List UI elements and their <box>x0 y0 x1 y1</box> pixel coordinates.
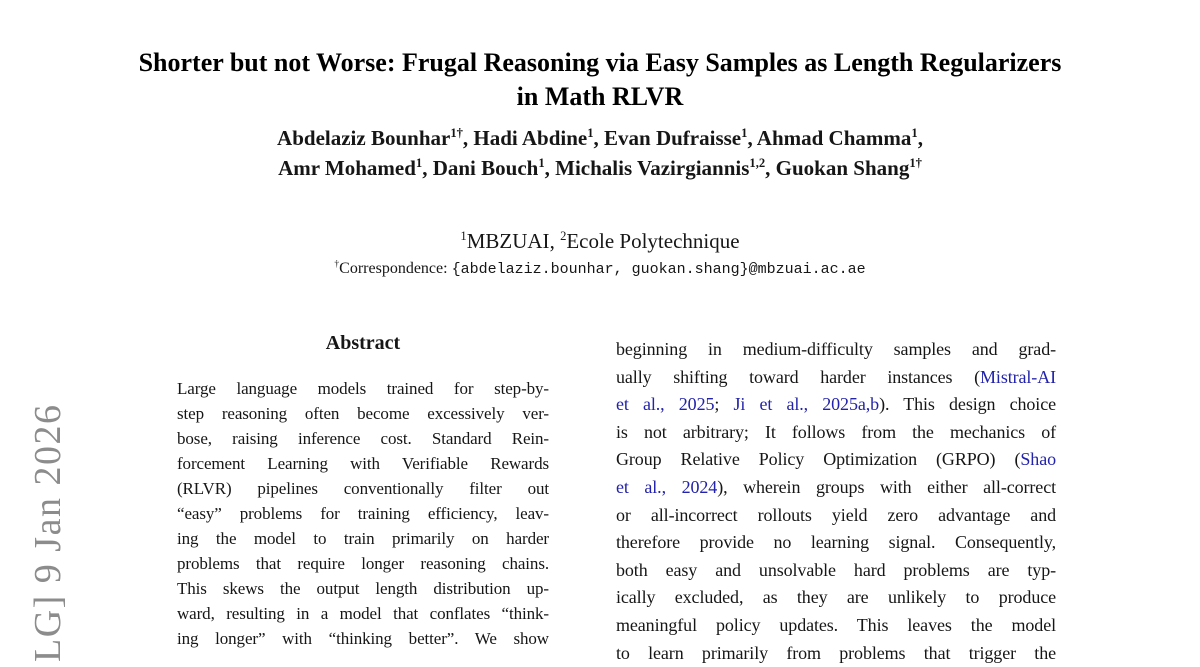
text-run: ). This design choice <box>879 394 1056 415</box>
author-name: Michalis Vazirgiannis <box>555 156 750 180</box>
text-run: ), wherein groups with either all-correct <box>717 476 1056 497</box>
dagger-mark: † <box>334 258 340 270</box>
body-text-line <box>616 364 1056 392</box>
author-superscript: 1 <box>741 126 748 140</box>
author-superscript: 1† <box>450 126 463 140</box>
text-run: to learn primarily from problems that trigger the <box>616 642 1056 663</box>
body-text-line <box>616 474 1056 502</box>
body-text-line <box>616 612 1056 640</box>
author-name: Guokan Shang <box>775 156 910 180</box>
abstract-line: (RLVR) pipelines conventionally filter out <box>177 479 549 498</box>
body-text-line <box>616 419 1056 447</box>
abstract-line: Large language models trained for step-by- <box>177 379 549 398</box>
affiliations: $^1$MBZUAI, $^2$Ecole Polytechnique <box>460 229 740 253</box>
text-run: meaningful policy updates. This leaves the model <box>616 614 1056 635</box>
abstract-line: This skews the output length distribution up- <box>177 579 549 598</box>
correspondence-line <box>150 258 1050 281</box>
paper-title: Shorter but not Worse: Frugal Reasoning via Easy Samples as Length Regularizers in Math RLVR <box>138 48 1062 111</box>
authors-line-1: Abdelaziz Bounhar$^{1\dagger}$, Hadi Abdine$^1$, Evan Dufraisse$^1$, Ahmad Chamma$^1$, <box>277 126 923 150</box>
citation-link[interactable]: et al., 2025 <box>616 394 715 415</box>
text-run: or all-incorrect rollouts yield zero advantage and <box>616 504 1056 525</box>
abstract-line: bose, raising inference cost. Standard Rein- <box>177 429 549 448</box>
affiliation-name: Ecole Polytechnique <box>566 229 740 253</box>
affiliation-superscript: 2 <box>560 229 567 243</box>
text-run: is not arbitrary; It follows from the mechanics of <box>616 421 1056 442</box>
text-run: Group Relative Policy Optimization (GRPO) ( <box>616 449 1021 470</box>
body-text-line <box>616 557 1056 585</box>
abstract-line: problems that require longer reasoning chains. <box>177 554 549 573</box>
text-run: ually shifting toward harder instances ( <box>616 366 981 387</box>
authors-line-2: Amr Mohamed$^1$, Dani Bouch$^1$, Michalis Vazirgiannis$^{1,2}$, Guokan Shang$^{1\dagger}$ <box>278 156 922 180</box>
abstract-line: forcement Learning with Verifiable Rewards <box>177 454 549 473</box>
text-run: ; <box>714 394 734 415</box>
citation-link[interactable]: Ji et al., 2025a,b <box>733 394 880 415</box>
author-name: Evan Dufraisse <box>604 126 742 150</box>
body-text-line <box>616 446 1056 474</box>
affiliation-name: MBZUAI <box>466 229 550 253</box>
abstract-line: ing the model to train primarily on harder <box>177 529 549 548</box>
body-text-line <box>616 502 1056 530</box>
body-text-line <box>616 529 1056 557</box>
abstract-line: ing longer” with “thinking better”. We show <box>177 629 549 648</box>
author-superscript: 1 <box>911 126 918 140</box>
author-list <box>150 123 1050 183</box>
correspondence-label: Correspondence: <box>339 260 452 277</box>
text-run: both easy and unsolvable hard problems are typ- <box>616 559 1056 580</box>
body-text-line <box>616 391 1056 419</box>
arxiv-watermark: LG] 9 Jan 2026 <box>27 403 69 662</box>
abstract-line: step reasoning often become excessively ver- <box>177 404 549 423</box>
author-superscript: 1 <box>538 156 545 170</box>
abstract-body <box>177 376 549 651</box>
author-superscript: 1,2 <box>749 156 766 170</box>
body-text-line <box>616 640 1056 667</box>
body-text-line <box>616 584 1056 612</box>
citation-link[interactable]: Mistral-AI <box>980 366 1056 387</box>
abstract-line: ward, resulting in a model that conflates “think- <box>177 604 549 623</box>
citation-link[interactable]: et al., 2024 <box>616 476 718 497</box>
citation-link[interactable]: Shao <box>1020 449 1056 470</box>
intro-column <box>616 336 1056 667</box>
correspondence-email[interactable]: {abdelaziz.bounhar, guokan.shang}@mbzuai.ac.ae <box>451 261 866 278</box>
author-superscript: 1† <box>909 156 922 170</box>
author-name: Hadi Abdine <box>473 126 588 150</box>
author-name: Abdelaziz Bounhar <box>277 126 451 150</box>
author-name: Amr Mohamed <box>278 156 416 180</box>
text-run: therefore provide no learning signal. Consequently, <box>616 532 1056 553</box>
author-name: Ahmad Chamma <box>756 126 912 150</box>
text-run: beginning in medium-difficulty samples and grad- <box>616 339 1056 359</box>
abstract-column <box>143 331 583 651</box>
text-run: ically excluded, as they are unlikely to produce <box>616 587 1056 608</box>
author-name: Dani Bouch <box>432 156 539 180</box>
author-superscript: 1 <box>415 156 423 170</box>
abstract-heading: Abstract <box>325 332 401 354</box>
author-superscript: 1 <box>587 126 594 140</box>
abstract-line: “easy” problems for training efficiency, leav- <box>177 504 549 523</box>
body-text-line <box>616 336 1056 364</box>
affiliation-superscript: 1 <box>460 229 467 243</box>
